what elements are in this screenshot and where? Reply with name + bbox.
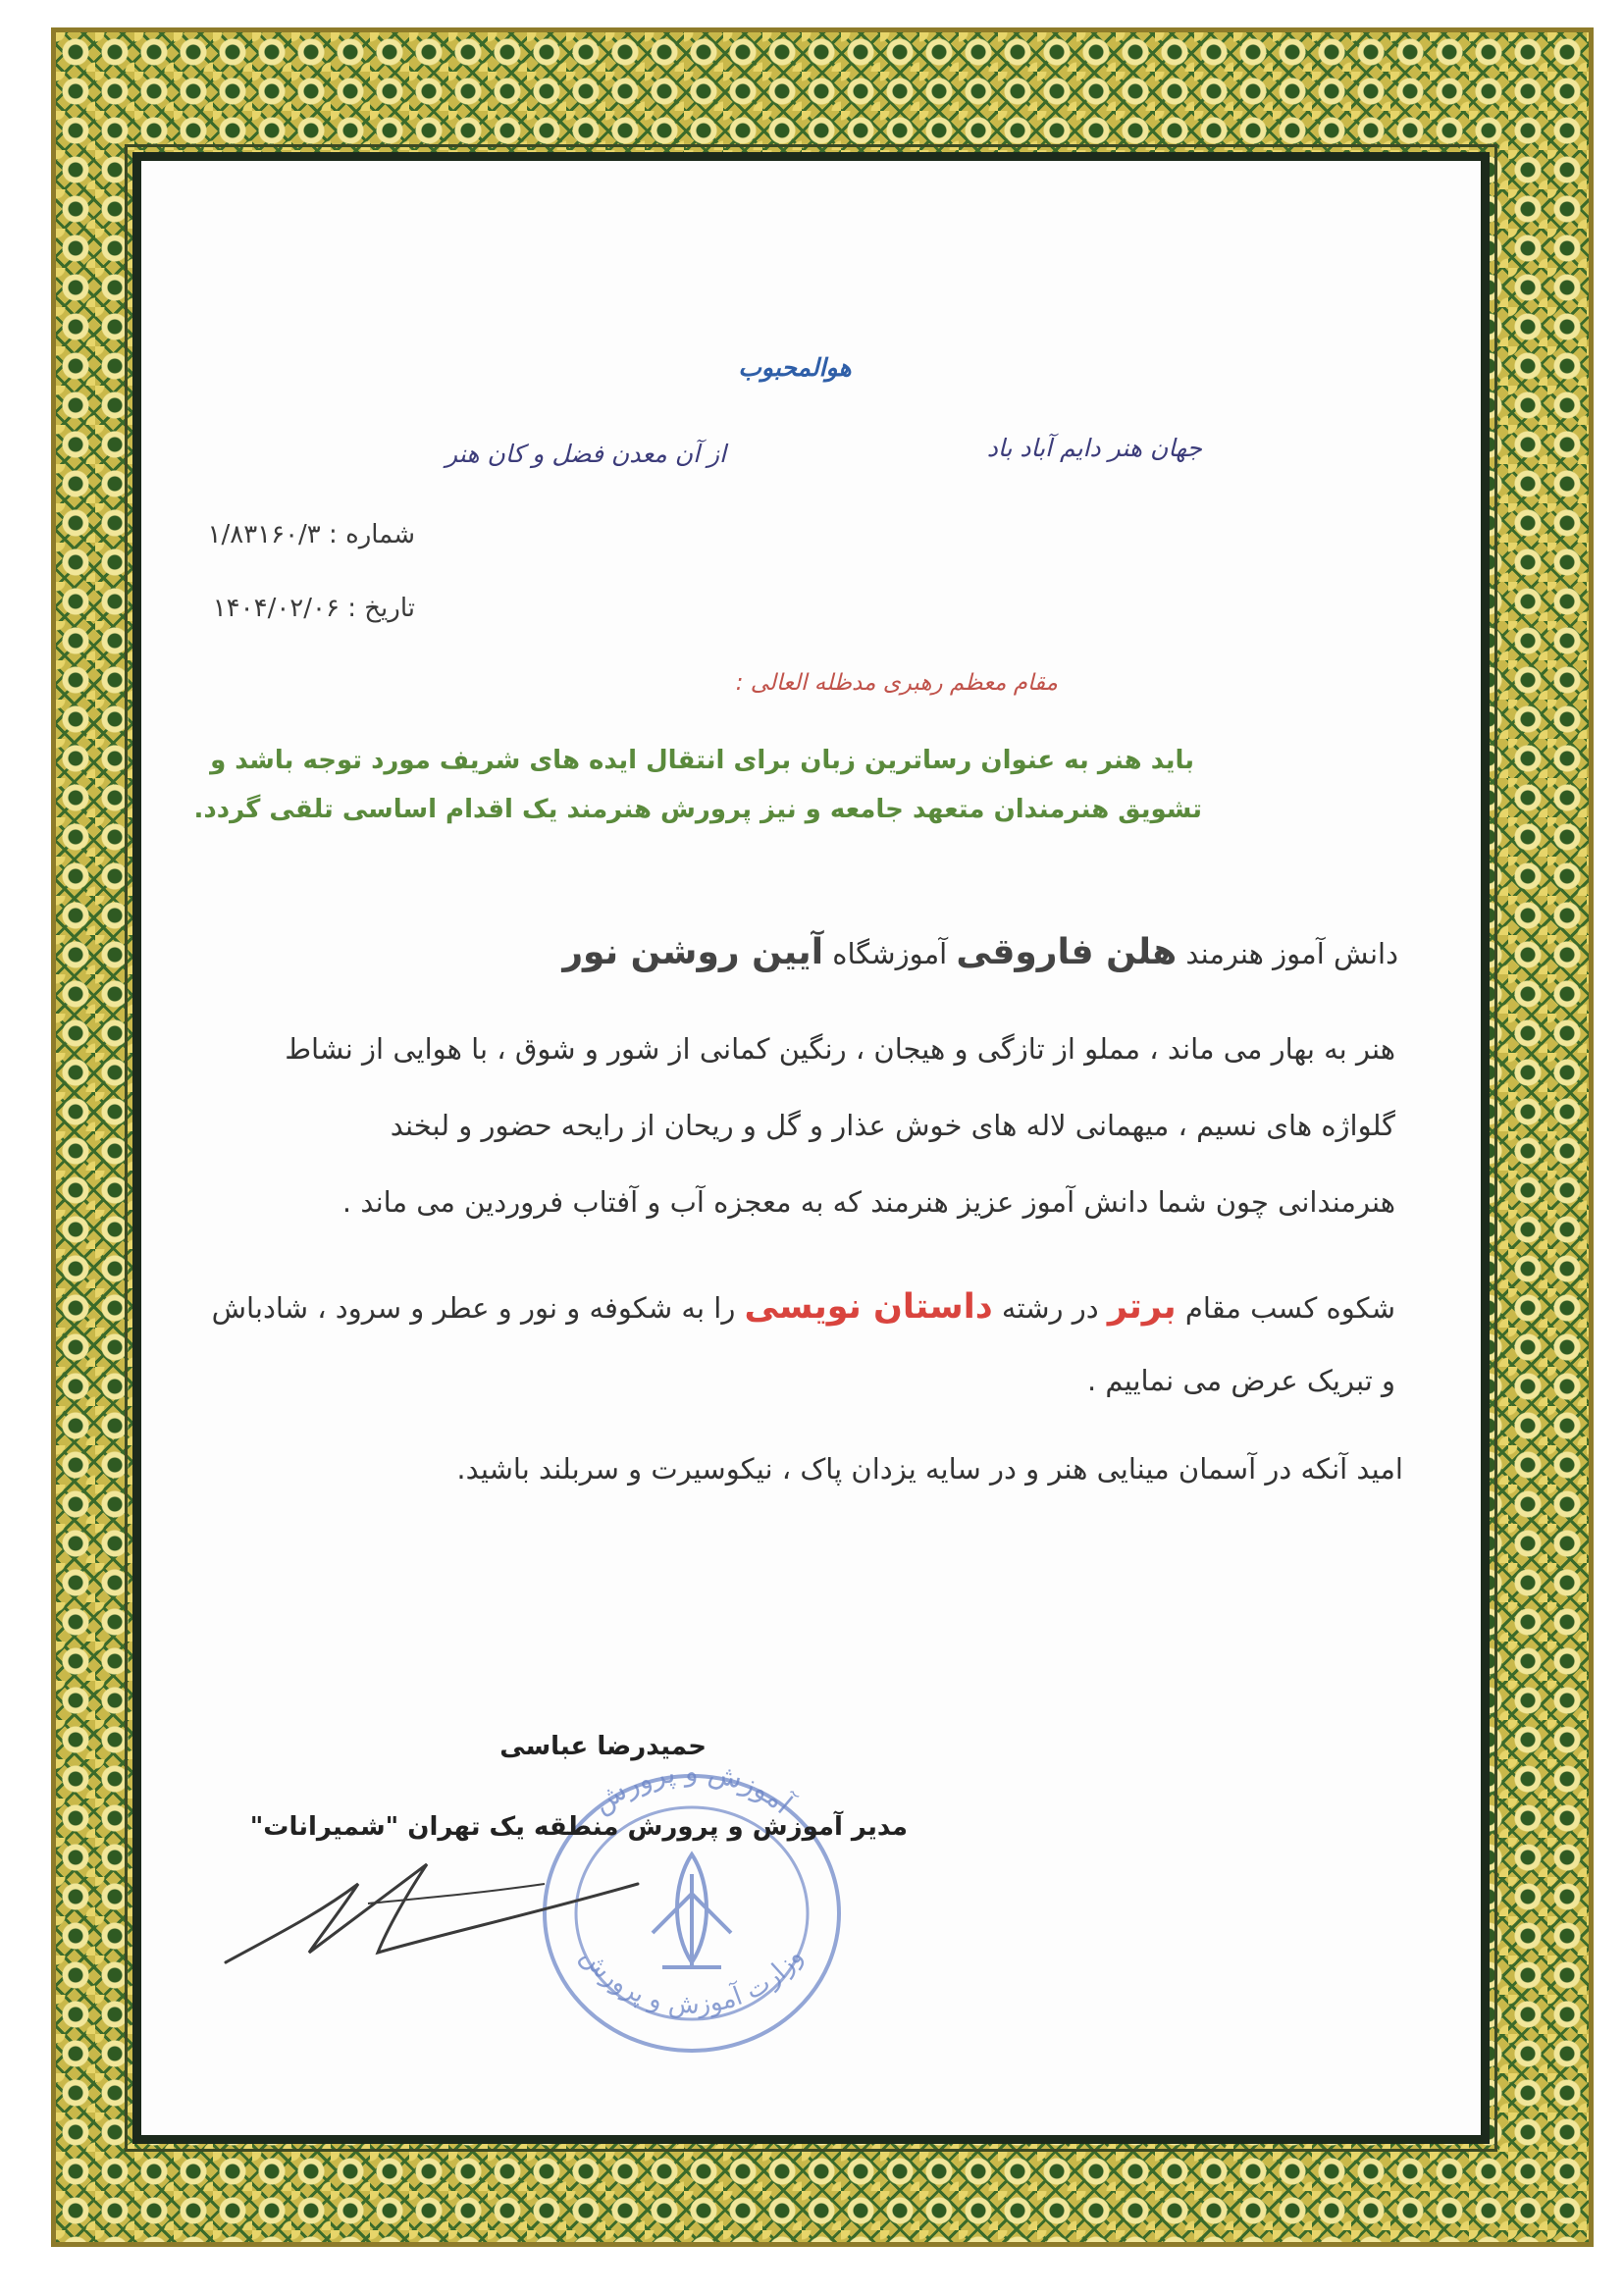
- signatory-title: مدیر آموزش و پرورش منطقه یک تهران "شمیرانات": [249, 1812, 908, 1842]
- svg-text:آموزش و پرورش: [587, 1755, 800, 1821]
- p2-part1: شکوه کسب مقام: [1184, 1291, 1395, 1325]
- recipient-prefix: دانش آموز هنرمند: [1185, 937, 1398, 970]
- paragraph1-line3: هنرمندانی چون شما دانش آموز عزیز هنرمند که به معجزه آب و آفتاب فروردین می ماند .: [341, 1185, 1395, 1219]
- rank-highlight: برتر: [1107, 1287, 1177, 1327]
- recipient-line: [562, 932, 1398, 972]
- recipient-name: هلن فاروقی: [956, 932, 1178, 972]
- school-name: آیین روشن نور: [562, 932, 824, 972]
- verse-right: جهان هنر دایم آباد باد: [986, 434, 1202, 462]
- quote-line-2: تشویق هنرمندان متعهد جامعه و نیز پرورش هنرمند یک اقدام اساسی تلقی گردد.: [193, 795, 1202, 824]
- date-label: تاریخ :: [347, 594, 415, 623]
- stamp-top-text: آموزش و پرورش: [586, 1755, 799, 1821]
- stamp-emblem-icon: [653, 1854, 731, 1967]
- letter-number: [208, 520, 416, 549]
- paragraph1-line2: گلواژه های نسیم ، میهمانی لاله های خوش عذار و گل و ریحان از رایحه حضور و لبخند: [390, 1109, 1395, 1142]
- number-label: شماره :: [329, 520, 415, 549]
- invocation: هوالمحبوب: [738, 353, 852, 382]
- quote-line-1: باید هنر به عنوان رساترین زبان برای انتقال ایده های شریف مورد توجه باشد و: [210, 746, 1194, 775]
- paragraph1-line1: هنر به بهار می ماند ، مملو از تازگی و هیجان ، رنگین کمانی از شور و شوق ، با هوایی از نشاط: [285, 1032, 1395, 1066]
- quote-attribution: مقام معظم رهبری مدظله العالی :: [735, 670, 1058, 696]
- handwritten-signature: [221, 1845, 643, 1982]
- field-highlight: داستان نویسی: [744, 1287, 993, 1327]
- p2-part3: را به شکوفه و نور و عطر و سرود ، شادباش: [211, 1291, 736, 1325]
- paragraph2-line1: [212, 1287, 1395, 1327]
- p2-part2: در رشته: [1001, 1291, 1099, 1325]
- signatory-name: حمیدرضا عباسی: [499, 1732, 707, 1761]
- paragraph2-line2: و تبریک عرض می نماییم .: [1086, 1364, 1395, 1397]
- letter-date: [213, 594, 415, 623]
- school-prefix: آموزشگاه: [832, 937, 948, 970]
- date-value: ۱۴۰۴/۰۲/۰۶: [212, 594, 340, 623]
- number-value: ۱/۸۳۱۶۰/۳: [207, 520, 321, 549]
- verse-left: از آن معدن فضل و کان هنر: [445, 440, 726, 468]
- stamp-bottom-text: وزارت آموزش و پرورش: [574, 1942, 810, 2020]
- closing-line: امید آنکه در آسمان مینایی هنر و در سایه یزدان پاک ، نیکوسیرت و سربلند باشید.: [456, 1452, 1403, 1486]
